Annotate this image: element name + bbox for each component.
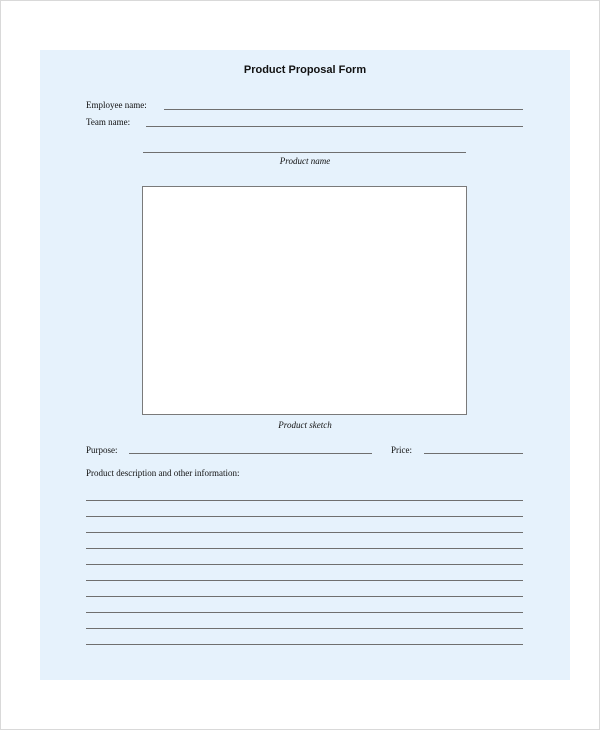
description-line[interactable] — [86, 516, 523, 517]
description-line[interactable] — [86, 580, 523, 581]
description-line[interactable] — [86, 548, 523, 549]
form-sheet — [40, 50, 570, 680]
purpose-field[interactable] — [129, 453, 372, 454]
purpose-label: Purpose: — [86, 445, 118, 455]
product-sketch-box[interactable] — [142, 186, 467, 415]
price-field[interactable] — [424, 453, 523, 454]
product-name-field[interactable] — [143, 152, 466, 153]
form-title: Product Proposal Form — [243, 64, 367, 76]
description-line[interactable] — [86, 564, 523, 565]
team-name-label: Team name: — [86, 117, 131, 127]
price-label: Price: — [391, 445, 412, 455]
team-name-field[interactable] — [146, 126, 523, 127]
employee-name-label: Employee name: — [86, 100, 147, 110]
description-line[interactable] — [86, 628, 523, 629]
product-name-caption: Product name — [279, 156, 331, 166]
description-line[interactable] — [86, 596, 523, 597]
employee-name-field[interactable] — [164, 109, 523, 110]
description-line[interactable] — [86, 532, 523, 533]
description-line[interactable] — [86, 644, 523, 645]
description-line[interactable] — [86, 612, 523, 613]
description-line[interactable] — [86, 500, 523, 501]
product-sketch-caption: Product sketch — [278, 420, 332, 430]
description-label: Product description and other information: — [86, 468, 240, 478]
